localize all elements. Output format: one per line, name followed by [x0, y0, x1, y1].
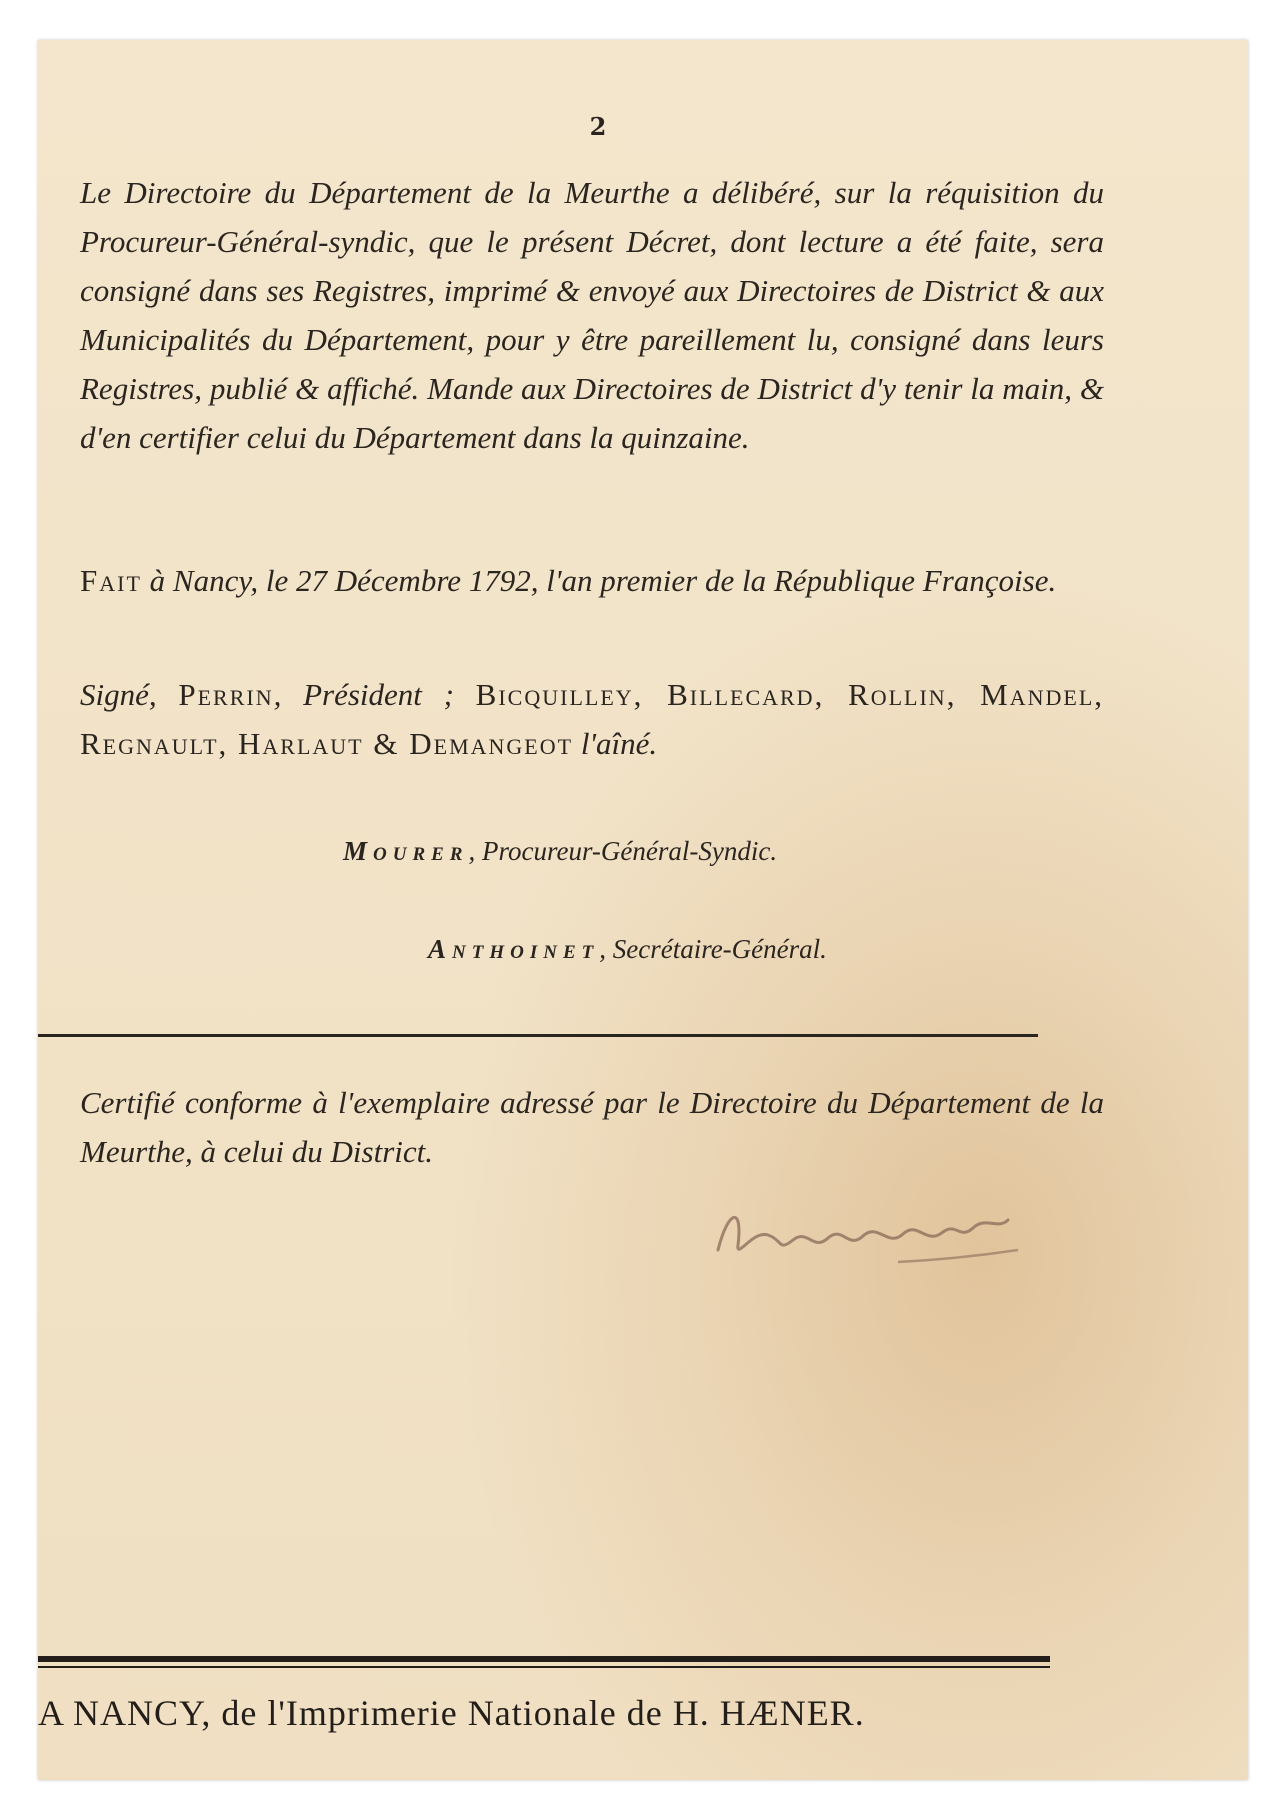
- mourer-title: , Procureur-Général-Syndic.: [468, 836, 778, 866]
- fait-label: Fait: [80, 563, 142, 598]
- signatory-names: Bicquilley, Billecard, Rollin, Mandel, Regnault, Harlaut & Demangeot: [80, 677, 1105, 761]
- procureur-signature-line: [343, 836, 1143, 867]
- signe-prefix: Signé,: [80, 677, 157, 712]
- president-name: Perrin: [178, 677, 274, 712]
- bottom-rule-thick: [38, 1656, 1050, 1662]
- page-number: 2: [589, 112, 607, 141]
- body-paragraph: Le Directoire du Département de la Meurthe a délibéré, sur la réquisition du Procureur-Général-syndic, que le présent Décret, dont lecture a été faite, sera consigné dans ses Registres, imprimé & envoyé aux Directoires de District & aux Municipalités du Département, pour y être pareillement lu, consigné dans leurs Registres, publié & affiché. Mande aux Directoires de District d'y tenir la main, & d'en certifier celui du Département dans la quinzaine.: [80, 175, 1104, 455]
- printer-imprint: A NANCY, de l'Imprimerie Nationale de H. HÆNER.: [38, 1693, 865, 1733]
- president-title: , Président ;: [273, 677, 454, 712]
- bottom-rule-thin: [38, 1666, 1050, 1668]
- date-paragraph: [80, 556, 1104, 605]
- signatories-paragraph: [80, 670, 1104, 768]
- certification-paragraph: Certifié conforme à l'exemplaire adressé par le Directoire du Département de la Meurthe, à celui du District.: [80, 1085, 1104, 1169]
- fait-text: à Nancy, le 27 Décembre 1792, l'an premier de la République Françoise.: [149, 563, 1057, 598]
- document-page: [38, 40, 1248, 1780]
- anthoinet-name: Anthoinet: [428, 934, 600, 964]
- signe-suffix: l'aîné.: [580, 726, 658, 761]
- divider-rule: [38, 1034, 1038, 1037]
- secretaire-signature-line: [428, 934, 1228, 965]
- mourer-name: Mourer: [343, 836, 469, 866]
- anthoinet-title: , Secrétaire-Général.: [599, 934, 827, 964]
- handwritten-signature: [698, 1190, 1038, 1280]
